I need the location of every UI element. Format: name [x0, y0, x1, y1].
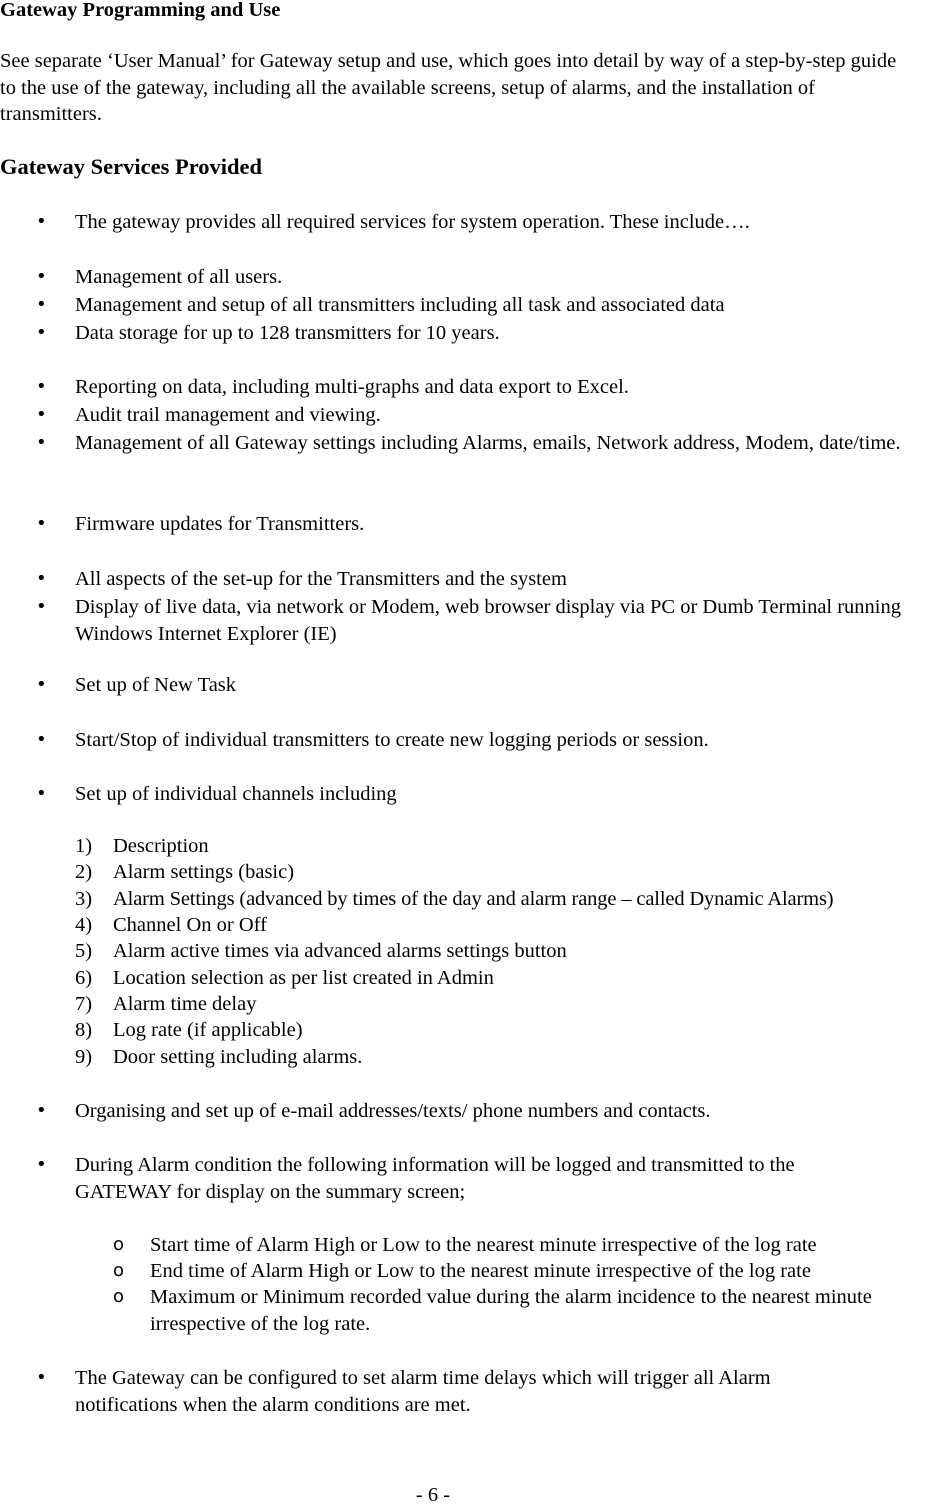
bullet-item: Management and setup of all transmitters including all task and associated data — [75, 294, 725, 316]
bullet-icon: • — [36, 1154, 47, 1175]
bullet-icon: • — [36, 729, 47, 750]
bullet-item: Set up of individual channels including — [75, 783, 397, 805]
numbered-item: Door setting including alarms. — [113, 1046, 363, 1068]
sub-bullet-item: Start time of Alarm High or Low to the nearest minute irrespective of the log rate — [150, 1234, 817, 1256]
bullet-item: Firmware updates for Transmitters. — [75, 513, 365, 535]
bullet-icon: • — [36, 404, 47, 425]
bullet-icon: • — [36, 513, 47, 534]
page-number: - 6 - — [415, 1484, 451, 1506]
bullet-icon: • — [36, 568, 47, 589]
numbered-item: Channel On or Off — [113, 914, 267, 936]
list-number: 9) — [75, 1046, 93, 1068]
bullet-item: Organising and set up of e-mail addresses/texts/ phone numbers and contacts. — [75, 1100, 711, 1122]
bullet-icon: • — [36, 266, 47, 287]
bullet-item: Start/Stop of individual transmitters to create new logging periods or session. — [75, 729, 709, 751]
bullet-item: Management of all Gateway settings including Alarms, emails, Network address, Modem, date/time. — [75, 432, 901, 454]
bullet-item: Management of all users. — [75, 266, 283, 288]
bullet-item: The gateway provides all required services for system operation. These include…. — [75, 211, 750, 233]
numbered-item: Alarm Settings (advanced by times of the day and alarm range – called Dynamic Alarms) — [113, 888, 834, 910]
numbered-item: Location selection as per list created in Admin — [113, 967, 494, 989]
numbered-item: Log rate (if applicable) — [113, 1019, 303, 1041]
bullet-icon: • — [36, 211, 47, 232]
bullet-item: During Alarm condition the following information will be logged and transmitted to the GATEWAY for display on the summary screen; — [75, 1154, 795, 1203]
heading-programming-and-use: Gateway Programming and Use — [0, 0, 281, 21]
list-number: 1) — [75, 835, 93, 857]
list-number: 3) — [75, 888, 93, 910]
bullet-item: Audit trail management and viewing. — [75, 404, 381, 426]
list-number: 4) — [75, 914, 93, 936]
bullet-icon: • — [36, 1367, 47, 1388]
bullet-item: The Gateway can be configured to set alarm time delays which will trigger all Alarm notifications when the alarm conditions are met. — [75, 1367, 771, 1416]
bullet-item: Display of live data, via network or Modem, web browser display via PC or Dumb Terminal running Windows Internet Explorer (IE) — [75, 596, 902, 645]
list-number: 7) — [75, 993, 93, 1015]
list-number: 2) — [75, 861, 93, 883]
numbered-item: Alarm time delay — [113, 993, 257, 1015]
bullet-icon: • — [36, 596, 47, 617]
list-number: 5) — [75, 940, 93, 962]
numbered-item: Alarm settings (basic) — [113, 861, 295, 883]
numbered-item: Alarm active times via advanced alarms settings button — [113, 940, 567, 962]
circle-bullet-icon: o — [113, 1234, 125, 1255]
bullet-icon: • — [36, 783, 47, 804]
list-number: 6) — [75, 967, 93, 989]
circle-bullet-icon: o — [113, 1260, 125, 1281]
sub-bullet-item: End time of Alarm High or Low to the nearest minute irrespective of the log rate — [150, 1260, 811, 1282]
bullet-icon: • — [36, 432, 47, 453]
numbered-item: Description — [113, 835, 209, 857]
sub-bullet-item: Maximum or Minimum recorded value during the alarm incidence to the nearest minute irrespective of the log rate. — [150, 1286, 872, 1335]
heading-services-provided: Gateway Services Provided — [0, 154, 263, 179]
list-number: 8) — [75, 1019, 93, 1041]
bullet-item: Data storage for up to 128 transmitters for 10 years. — [75, 322, 500, 344]
bullet-item: Set up of New Task — [75, 674, 237, 696]
bullet-item: All aspects of the set-up for the Transmitters and the system — [75, 568, 567, 590]
circle-bullet-icon: o — [113, 1286, 125, 1307]
bullet-icon: • — [36, 1100, 47, 1121]
bullet-icon: • — [36, 294, 47, 315]
bullet-item: Reporting on data, including multi-graphs and data export to Excel. — [75, 376, 629, 398]
bullet-icon: • — [36, 322, 47, 343]
bullet-icon: • — [36, 674, 47, 695]
bullet-icon: • — [36, 376, 47, 397]
intro-paragraph: See separate ‘User Manual’ for Gateway setup and use, which goes into detail by way of a step-by-step guide to the use of the gateway, including all the available screens, setup of alarms, and the installation of transmitters. — [0, 50, 897, 125]
